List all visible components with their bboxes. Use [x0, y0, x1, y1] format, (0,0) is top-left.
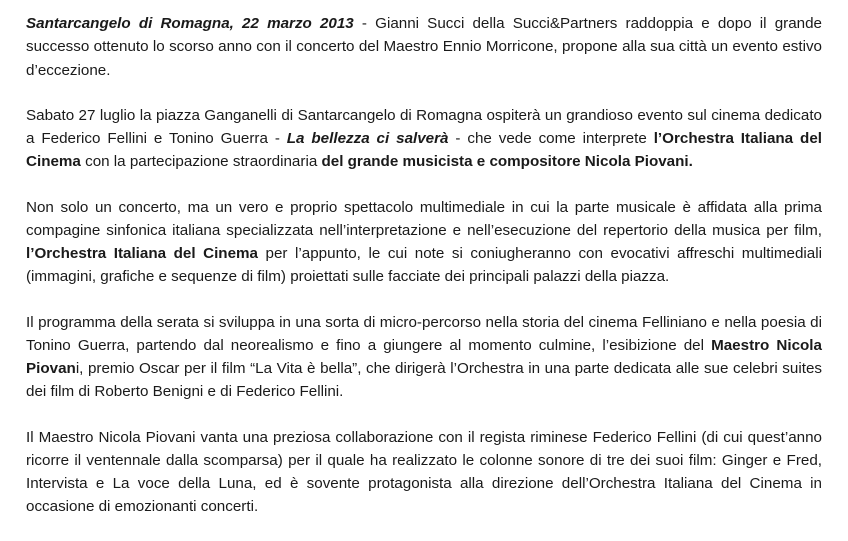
paragraph-text: - che vede come interprete [448, 130, 654, 147]
event-title: La bellezza ci salverà [286, 130, 449, 147]
paragraph-piovani-bio [26, 426, 822, 519]
paragraph-text: per l’appunto, le cui note si coniugheranno con evocativi affreschi multimediali (immagini, grafiche e sequenze di film) proiettati sulle facciate dei principali palazzi della piazza. [26, 245, 822, 286]
maestro-name: Maestro Nicola Piovan [26, 336, 822, 377]
paragraph-text: Il Maestro Nicola Piovani vanta una preziosa collaborazione con il regista riminese Federico Fellini (di cui quest’anno ricorre il ventennale dalla scomparsa) per il quale ha realizzato le colonne sonore di tre dei suoi film: Ginger e Fred, Intervista e La voce della Luna, ed è sovente protagonista alla direzione dell’Orchestra Italiana del Cinema in occasione di emozionanti concerti. [26, 428, 822, 516]
paragraph-text: i, premio Oscar per il film “La Vita è bella”, che dirigerà l’Orchestra in una parte dedicata alle sue celebri suites dei film di Roberto Benigni e di Federico Fellini. [26, 360, 822, 401]
orchestra-name: l’Orchestra Italiana del Cinema [26, 130, 822, 171]
paragraph-multimedia-show [26, 196, 822, 289]
dateline: Santarcangelo di Romagna, 22 marzo 2013 [26, 15, 354, 32]
paragraph-text: con la partecipazione straordinaria [80, 153, 322, 171]
paragraph-event-announcement [26, 104, 822, 174]
guest-artist: del grande musicista e compositore Nicola Piovani. [321, 153, 693, 171]
paragraph-text: - Gianni Succi della Succi&Partners raddoppia e dopo il grande successo ottenuto lo scorso anno con il concerto del Maestro Ennio Morricone, propone alla sua città un evento estivo d’eccezione. [26, 15, 822, 79]
paragraph-text: Non solo un concerto, ma un vero e proprio spettacolo multimediale in cui la parte musicale è affidata alla prima compagine sinfonica italiana specializzata nell’interpretazione e nell’esecuzione del repertorio della musica per film, [26, 198, 822, 239]
orchestra-name: l’Orchestra Italiana del Cinema [26, 245, 258, 262]
paragraph-intro [26, 12, 822, 82]
paragraph-programme [26, 311, 822, 404]
paragraph-text: Il programma della serata si sviluppa in una sorta di micro-percorso nella storia del cinema Felliniano e nella poesia di Tonino Guerra, partendo dal neorealismo e fino a giungere al momento culmine, l’esibizione del [26, 313, 822, 354]
paragraph-text: Sabato 27 luglio la piazza Ganganelli di Santarcangelo di Romagna ospiterà un grandioso evento sul cinema dedicato a Federico Fellini e Tonino Guerra - [26, 106, 822, 147]
